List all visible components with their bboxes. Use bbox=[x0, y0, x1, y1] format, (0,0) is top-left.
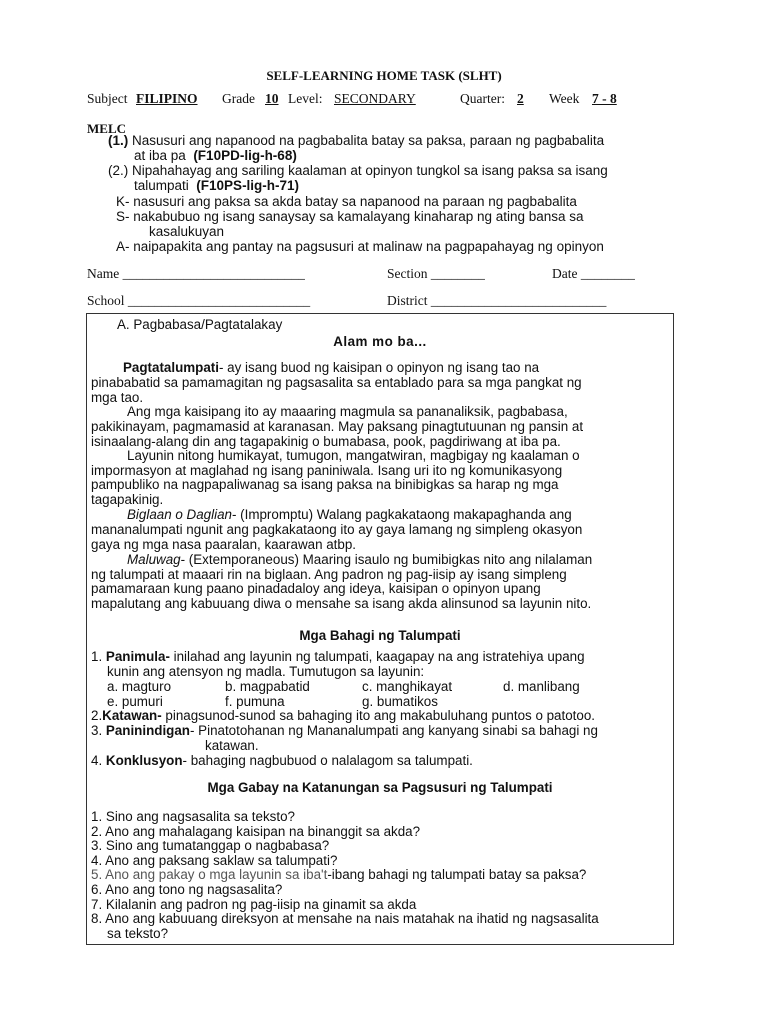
quarter-label: Quarter: bbox=[460, 91, 505, 106]
melc-item1-text: Nasusuri ang napanood na pagbabalita batay sa paksa, paraan ng pagbabalita bbox=[132, 133, 605, 148]
option-g: g. bumatikos bbox=[362, 694, 438, 709]
level-value: SECONDARY bbox=[334, 91, 416, 106]
p5-line4: mapalutang ang kabuuang diwa o mensahe sa isang akda alinsunod sa layunin nito. bbox=[91, 596, 592, 611]
b1-number: 1. bbox=[91, 649, 103, 664]
p2-line3: isinaalang-alang din ang tagapakinig o bumabasa, pook, pagdiriwang at iba pa. bbox=[91, 434, 561, 449]
maluwag-term: Maluwag bbox=[127, 552, 181, 567]
date-field[interactable]: Date ________ bbox=[552, 266, 635, 281]
melc-item1-number: (1.) bbox=[108, 133, 129, 148]
p2-line1: Ang mga kaisipang ito ay maaaring magmula sa pananaliksik, pagbabasa, bbox=[127, 404, 568, 419]
question-5-part1: 5. Ano ang pakay o mga layunin sa iba't bbox=[91, 867, 328, 882]
melc-s: S- nakabubuo ng isang sanaysay sa kamalayang kinaharap ng ating bansa sa bbox=[116, 209, 584, 224]
p5-line2: ng talumpati at maaari rin na biglaan. Ang padron ng pag-iisip ay isang simpleng bbox=[91, 567, 567, 582]
district-field[interactable]: District __________________________ bbox=[387, 293, 607, 308]
b3-line2: katawan. bbox=[205, 738, 259, 753]
option-a: a. magturo bbox=[107, 679, 172, 694]
melc-s-cont: kasalukuyan bbox=[149, 224, 225, 239]
melc-k: K- nasusuri ang paksa sa akda batay sa napanood na paraan ng pagbabalita bbox=[116, 194, 577, 209]
pagtatalumpati-term: Pagtatalumpati bbox=[123, 360, 219, 375]
quarter-value: 2 bbox=[517, 91, 524, 106]
question-8-line1: 8. Ano ang kabuuang direksyon at mensahe na nais matahak na ihatid ng nagsasalita bbox=[91, 911, 599, 926]
katawan-term: Katawan- bbox=[102, 708, 162, 723]
grade-label: Grade bbox=[222, 91, 255, 106]
p1-line1: - ay isang buod ng kaisipan o opinyon ng isang tao na bbox=[218, 360, 540, 375]
p4-line1: - (Impromptu) Walang pagkakataong makapaghanda ang bbox=[231, 507, 572, 522]
question-6: 6. Ano ang tono ng nagsasalita? bbox=[91, 882, 283, 897]
melc-item2-text: (2.) Nipahahayag ang sariling kaalaman at opinyon tungkol sa isang paksa sa isang bbox=[108, 163, 608, 178]
melc-item2-cont: talumpati bbox=[134, 178, 189, 193]
question-8-line2: sa teksto? bbox=[107, 926, 169, 941]
document-title: SELF-LEARNING HOME TASK (SLHT) bbox=[266, 68, 502, 83]
p2-line2: pakikinayam, pagmamasid at karanasan. May paksang pinagtutuunan ng pansin at bbox=[91, 419, 584, 434]
option-d: d. manlibang bbox=[503, 679, 580, 694]
question-1: 1. Sino ang nagsasalita sa teksto? bbox=[91, 809, 295, 824]
melc-item1-cont: at iba pa bbox=[134, 148, 186, 163]
question-7: 7. Kilalanin ang padron ng pag-iisip na ginamit sa akda bbox=[91, 897, 417, 912]
section-field[interactable]: Section ________ bbox=[387, 266, 485, 281]
melc-item1-code: (F10PD-lig-h-68) bbox=[193, 148, 297, 163]
p1-line3: mga tao. bbox=[91, 390, 144, 405]
option-c: c. manghikayat bbox=[362, 679, 453, 694]
grade-value: 10 bbox=[265, 91, 279, 106]
gabay-heading: Mga Gabay na Katanungan sa Pagsusuri ng Talumpati bbox=[207, 780, 553, 795]
paninindigan-term: Paninindigan bbox=[105, 723, 190, 738]
b2-line1: pinagsunod-sunod sa bahaging ito ang makabuluhang puntos o patotoo. bbox=[161, 708, 596, 723]
week-label: Week bbox=[549, 91, 580, 106]
b2-number: 2. bbox=[91, 708, 103, 723]
p3-line2: impormasyon at maglahad ng isang paniniwala. Isang uri ito ng komunikasyong bbox=[91, 463, 563, 478]
panimula-term: Panimula- bbox=[105, 649, 170, 664]
p3-line3: pampubliko na nagpapaliwanag sa isang paksa na binibigkas sa harap ng mga bbox=[91, 477, 559, 492]
option-e: e. pumuri bbox=[107, 694, 163, 709]
subject-value: FILIPINO bbox=[136, 91, 198, 106]
p5-line1: - (Extemporaneous) Maaring isaulo ng bumibigkas nito ang nilalaman bbox=[180, 552, 593, 567]
b1-line1: inilahad ang layunin ng talumpati, kaagapay na ang istratehiya upang bbox=[169, 649, 585, 664]
konklusyon-term: Konklusyon bbox=[105, 753, 183, 768]
question-3: 3. Sino ang tumatanggap o nagbabasa? bbox=[91, 838, 330, 853]
b4-number: 4. bbox=[91, 753, 103, 768]
melc-a: A- naipapakita ang pantay na pagsusuri at malinaw na pagpapahayag ng opinyon bbox=[116, 239, 604, 254]
option-f: f. pumuna bbox=[225, 694, 285, 709]
content-box bbox=[86, 313, 674, 945]
question-2: 2. Ano ang mahalagang kaisipan na binanggit sa akda? bbox=[91, 824, 421, 839]
section-a-heading: A. Pagbabasa/Pagtatalakay bbox=[117, 317, 283, 332]
p4-line2: mananalumpati ngunit ang pagkakataong ito ay gaya lamang ng simpleng okasyon bbox=[91, 522, 583, 537]
b3-line1: - Pinatotohanan ng Mananalumpati ang kanyang sinabi sa bahagi ng bbox=[189, 723, 598, 738]
b1-line2: kunin ang atensyon ng madla. Tumutugon sa layunin: bbox=[107, 664, 425, 679]
option-b: b. magpabatid bbox=[225, 679, 310, 694]
p1-line2: pinababatid sa pamamagitan ng pagsasalita sa entablado para sa mga pangkat ng bbox=[91, 375, 582, 390]
question-5-part2: -ibang bahagi ng talumpati batay sa paksa? bbox=[327, 867, 587, 882]
p3-line1: Layunin nitong humikayat, tumugon, mangatwiran, magbigay ng kaalaman o bbox=[127, 448, 580, 463]
p4-line3: gaya ng mga nasa paaralan, kaarawan atbp. bbox=[91, 537, 357, 552]
melc-label: MELC bbox=[87, 121, 126, 136]
question-4: 4. Ano ang paksang saklaw sa talumpati? bbox=[91, 853, 338, 868]
b3-number: 3. bbox=[91, 723, 103, 738]
melc-item2-code: (F10PS-lig-h-71) bbox=[196, 178, 300, 193]
p3-line4: tagapakinig. bbox=[91, 492, 164, 507]
name-field[interactable]: Name ___________________________ bbox=[87, 266, 305, 281]
biglaan-term: Biglaan o Daglian bbox=[127, 507, 232, 522]
bahagi-heading: Mga Bahagi ng Talumpati bbox=[299, 628, 461, 643]
p5-line3: pamamaraan kung paano pinadadaloy ang ideya, kaisipan o opinyon upang bbox=[91, 581, 541, 596]
school-field[interactable]: School ___________________________ bbox=[87, 293, 311, 308]
subject-label: Subject bbox=[87, 91, 128, 106]
b4-line1: - bahaging nagbubuod o nalalagom sa talumpati. bbox=[182, 753, 473, 768]
alam-mo-ba-heading: Alam mo ba... bbox=[333, 334, 427, 349]
week-value: 7 - 8 bbox=[592, 91, 617, 106]
level-label: Level: bbox=[288, 91, 323, 106]
